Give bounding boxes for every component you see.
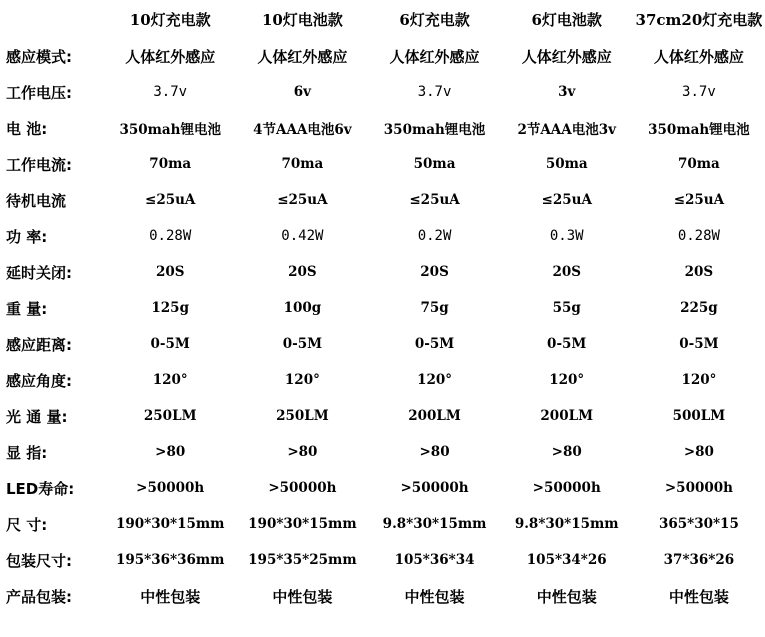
table-row (0, 218, 765, 254)
table-cell: 120° (549, 372, 585, 388)
table-row (0, 398, 765, 434)
table-cell: 中性包装 (140, 587, 201, 606)
row-label: 感应角度: (6, 371, 72, 390)
table-cell: 250LM (276, 408, 329, 424)
table-row (0, 110, 765, 146)
table-cell: 225g (680, 300, 718, 316)
table-cell: 9.8*30*15mm (382, 516, 487, 532)
table-cell: ≤25uA (409, 192, 460, 208)
table-cell: 20S (288, 264, 317, 280)
table-cell: 中性包装 (668, 587, 729, 606)
header-row (0, 0, 765, 38)
table-row (0, 434, 765, 470)
row-label: 工作电压: (6, 83, 72, 102)
table-cell: >80 (155, 444, 186, 460)
table-row (0, 578, 765, 614)
row-label: 延时关闭: (6, 263, 72, 282)
header-corner (0, 0, 104, 38)
table-cell: 0-5M (282, 336, 323, 352)
table-cell: 105*36*34 (394, 552, 475, 568)
table-cell: ≤25uA (673, 192, 725, 208)
row-label: 电 池: (6, 119, 48, 138)
table-cell: 中性包装 (272, 587, 333, 606)
row-label: LED寿命: (6, 479, 75, 498)
table-row (0, 362, 765, 398)
row-label: 包装尺寸: (6, 551, 72, 570)
row-label: 产品包装: (6, 587, 72, 606)
table-cell: 人体红外感应 (125, 47, 216, 66)
table-cell: >50000h (532, 480, 601, 496)
table-cell: 350mah锂电池 (383, 122, 486, 138)
table-cell: 0.28W (677, 228, 720, 244)
column-header-6-led-battery: 6灯电池款 (531, 10, 602, 29)
table-cell: 55g (552, 300, 581, 316)
table-cell: 20S (420, 264, 449, 280)
table-cell: 365*30*15 (658, 516, 739, 532)
row-label: 光 通 量: (6, 407, 68, 426)
table-row (0, 146, 765, 182)
table-cell: 50ma (545, 156, 588, 172)
table-cell: 70ma (677, 156, 720, 172)
table-cell: 3v (558, 84, 576, 100)
column-header-6-led-rechargeable: 6灯充电款 (399, 10, 470, 29)
table-cell: 20S (552, 264, 581, 280)
table-cell: 70ma (281, 156, 324, 172)
table-cell: 190*30*15mm (248, 516, 357, 532)
table-row (0, 542, 765, 578)
table-cell: >50000h (268, 480, 337, 496)
table-cell: 120° (681, 372, 717, 388)
table-cell: 3.7v (682, 84, 716, 100)
table-cell: >80 (419, 444, 450, 460)
table-cell: 6v (293, 84, 311, 100)
table-cell: 3.7v (417, 84, 452, 100)
table-cell: >80 (551, 444, 582, 460)
table-cell: 0-5M (150, 336, 190, 352)
table-cell: 120° (417, 372, 453, 388)
table-cell: 0-5M (547, 336, 587, 352)
table-cell: 195*35*25mm (248, 552, 357, 568)
table-cell: 37*36*26 (663, 552, 735, 568)
table-cell: 350mah锂电池 (119, 122, 221, 138)
table-cell: 20S (684, 264, 714, 280)
column-header-10-led-battery: 10灯电池款 (261, 10, 343, 29)
row-label: 显 指: (6, 443, 48, 462)
table-cell: 0.42W (281, 228, 324, 244)
table-cell: 500LM (672, 408, 726, 424)
table-cell: 20S (155, 264, 185, 280)
row-label: 感应距离: (6, 335, 72, 354)
table-cell: 100g (283, 300, 322, 316)
table-cell: 350mah锂电池 (648, 122, 750, 138)
table-row (0, 74, 765, 110)
table-cell: ≤25uA (145, 192, 196, 208)
table-cell: 人体红外感应 (257, 47, 348, 66)
table-row (0, 506, 765, 542)
table-cell: >50000h (664, 480, 733, 496)
table-cell: 人体红外感应 (521, 47, 612, 66)
table-cell: 250LM (143, 408, 197, 424)
table-row (0, 326, 765, 362)
table-cell: 50ma (413, 156, 456, 172)
row-label: 待机电流 (6, 191, 67, 210)
table-cell: >80 (683, 444, 714, 460)
table-cell: >50000h (136, 480, 205, 496)
table-cell: 200LM (540, 408, 594, 424)
table-cell: 3.7v (153, 84, 188, 100)
row-label: 功 率: (6, 227, 48, 246)
table-cell: ≤25uA (541, 192, 592, 208)
table-cell: 2节AAA电池3v (517, 122, 616, 138)
table-cell: >50000h (400, 480, 469, 496)
table-row (0, 38, 765, 74)
column-header-10-led-rechargeable: 10灯充电款 (129, 10, 211, 29)
row-label: 感应模式: (6, 47, 72, 66)
table-cell: 0-5M (679, 336, 719, 352)
table-row (0, 470, 765, 506)
table-cell: 70ma (149, 156, 192, 172)
column-header-37cm-20-led-rechargeable: 37cm20灯充电款 (635, 10, 763, 29)
table-cell: 200LM (408, 408, 461, 424)
table-cell: 0.2W (417, 228, 452, 244)
row-label: 尺 寸: (6, 515, 48, 534)
table-cell: 人体红外感应 (389, 47, 480, 66)
table-row (0, 182, 765, 218)
table-cell: 0-5M (414, 336, 455, 352)
table-cell: 0.3W (549, 228, 584, 244)
table-cell: 195*36*36mm (115, 552, 225, 568)
table-cell: 中性包装 (404, 587, 465, 606)
table-row (0, 254, 765, 290)
table-cell: 0.28W (149, 228, 192, 244)
table-cell: 中性包装 (536, 587, 597, 606)
table-row (0, 290, 765, 326)
table-cell: >80 (287, 444, 318, 460)
table-cell: 120° (284, 372, 320, 388)
table-cell: 9.8*30*15mm (514, 516, 619, 532)
table-cell: ≤25uA (277, 192, 328, 208)
table-cell: 125g (151, 300, 190, 316)
row-label: 重 量: (6, 299, 48, 318)
table-cell: 人体红外感应 (653, 47, 744, 66)
table-cell: 105*34*26 (526, 552, 607, 568)
table-cell: 75g (420, 300, 449, 316)
row-label: 工作电流: (6, 155, 72, 174)
table-cell: 190*30*15mm (115, 516, 225, 532)
table-cell: 120° (152, 372, 188, 388)
table-cell: 4节AAA电池6v (253, 122, 352, 138)
